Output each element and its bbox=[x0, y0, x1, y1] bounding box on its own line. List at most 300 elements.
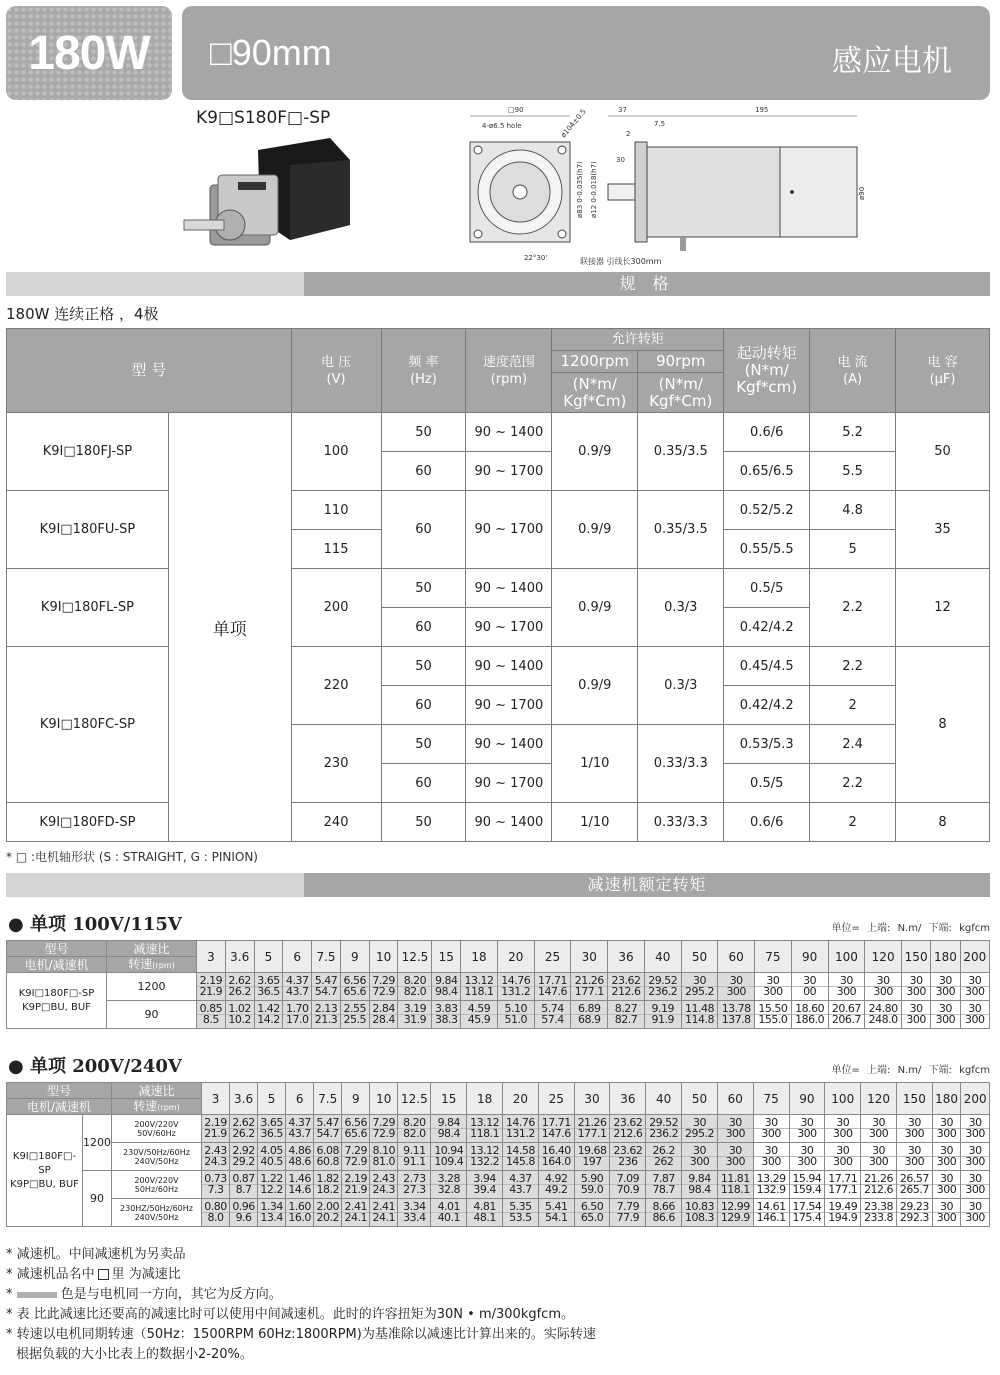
ratio-header: 50 bbox=[681, 941, 718, 973]
notes bbox=[6, 1245, 596, 1365]
torque-cell bbox=[753, 1115, 789, 1143]
torque-cell bbox=[932, 1171, 961, 1199]
ratio-header: 25 bbox=[534, 941, 571, 973]
torque-nm: 8.20 bbox=[403, 1116, 426, 1129]
ratio-header: 100 bbox=[828, 941, 865, 973]
torque-cell bbox=[258, 1115, 286, 1143]
torque-kgfcm: 300 bbox=[790, 1128, 825, 1139]
torque-cell bbox=[258, 1199, 286, 1227]
torque-kgfcm: 27.3 bbox=[398, 1184, 430, 1195]
torque-cell bbox=[503, 1115, 539, 1143]
torque-nm: 4.37 bbox=[509, 1172, 532, 1185]
torque-nm: 9.84 bbox=[437, 1116, 461, 1129]
torque-kgfcm: 51.0 bbox=[498, 1014, 534, 1025]
torque-cell bbox=[342, 1171, 370, 1199]
th-speed bbox=[107, 957, 197, 973]
th-ratio: 减速比 bbox=[107, 941, 197, 957]
torque-nm: 16.40 bbox=[541, 1144, 571, 1157]
torque-kgfcm: 12.2 bbox=[258, 1184, 285, 1195]
torque-nm: 5.47 bbox=[314, 974, 338, 987]
ratio-header: 6 bbox=[286, 1083, 314, 1115]
torque-cell bbox=[312, 973, 341, 1001]
note-2: * 减速机品名中 里 为减速比 bbox=[6, 1267, 181, 1282]
torque-nm: 1.02 bbox=[228, 1002, 251, 1015]
torque-cell bbox=[314, 1199, 342, 1227]
torque-cell bbox=[896, 1115, 932, 1143]
torque-nm: 1.70 bbox=[285, 1002, 309, 1015]
note-6: 根据负载的大小比表上的数据小2-20%。 bbox=[16, 1347, 253, 1362]
th-gear-model: 型号 bbox=[7, 941, 107, 957]
ratio-header: 10 bbox=[369, 941, 398, 973]
torque-kgfcm: 300 bbox=[897, 1128, 932, 1139]
torque-nm: 30 bbox=[909, 1002, 923, 1015]
torque-kgfcm: 300 bbox=[902, 1014, 930, 1025]
torque-cell bbox=[755, 1001, 792, 1029]
torque-cell bbox=[896, 1143, 932, 1171]
torque-kgfcm: 82.7 bbox=[608, 1014, 644, 1025]
ratio-header: 90 bbox=[791, 941, 828, 973]
torque-kgfcm: 98.4 bbox=[431, 1128, 466, 1139]
ratio-header: 9 bbox=[342, 1083, 370, 1115]
torque-nm: 3.34 bbox=[403, 1200, 426, 1213]
condition-line: 200V/220V bbox=[134, 1175, 179, 1185]
torque-nm: 30 bbox=[728, 1116, 742, 1129]
torque-nm: 30 bbox=[876, 974, 890, 987]
torque-nm: 2.19 bbox=[199, 974, 223, 987]
speed-unit: (rpm) bbox=[152, 960, 175, 970]
speed-cell: 90 bbox=[107, 1001, 197, 1029]
ratio-header: 75 bbox=[755, 941, 792, 973]
torque-nm: 11.81 bbox=[720, 1172, 750, 1185]
torque-kgfcm: 262 bbox=[646, 1156, 681, 1167]
torque-nm: 30 bbox=[764, 1144, 778, 1157]
torque-cell bbox=[861, 1143, 897, 1171]
torque-cell bbox=[254, 1001, 283, 1029]
torque-kgfcm: 48.1 bbox=[467, 1212, 502, 1223]
torque-kgfcm: 118.1 bbox=[718, 1184, 753, 1195]
ratio-header: 12.5 bbox=[398, 941, 432, 973]
torque-nm: 15.50 bbox=[758, 1002, 788, 1015]
torque-kgfcm: 300 bbox=[961, 1212, 989, 1223]
torque-nm: 2.41 bbox=[344, 1200, 367, 1213]
torque-nm: 1.42 bbox=[257, 1002, 280, 1015]
torque-nm: 3.83 bbox=[435, 1002, 458, 1015]
torque-cell bbox=[503, 1199, 539, 1227]
torque-kgfcm: 57.4 bbox=[535, 1014, 571, 1025]
ratio-header: 120 bbox=[865, 941, 902, 973]
torque-nm: 30 bbox=[766, 974, 780, 987]
ratio-header: 36 bbox=[610, 1083, 646, 1115]
note-4: * 表 比此减速比还要高的减速比时可以使用中间减速机。此时的许容扭矩为30N • m/300kgfcm。 bbox=[6, 1307, 574, 1322]
torque-cell bbox=[865, 973, 902, 1001]
ratio-header: 40 bbox=[644, 941, 681, 973]
torque-nm: 30 bbox=[836, 1116, 850, 1129]
model-cell: K9I□180FC-SP bbox=[7, 647, 169, 803]
section-title-200v: ● 单项 200V/240V bbox=[8, 1056, 182, 1077]
torque-nm: 20.67 bbox=[831, 1002, 861, 1015]
torque-cell bbox=[369, 1001, 398, 1029]
box-icon bbox=[98, 1269, 109, 1280]
torque-cell bbox=[644, 973, 681, 1001]
table-row: 115 0.55/5.5 5 bbox=[7, 530, 990, 569]
torque-kgfcm: 8.7 bbox=[230, 1184, 257, 1195]
condition-line: 230HZ/50Hz/60Hz bbox=[120, 1203, 193, 1213]
torque-kgfcm: 49.2 bbox=[539, 1184, 574, 1195]
torque-cell bbox=[314, 1171, 342, 1199]
torque-cell bbox=[398, 1143, 431, 1171]
torque-nm: 30 bbox=[968, 1200, 982, 1213]
torque-nm: 30 bbox=[693, 1116, 706, 1129]
torque-nm: 29.52 bbox=[648, 974, 678, 987]
torque-kgfcm: 300 bbox=[861, 1156, 896, 1167]
gear-model-cell bbox=[7, 1115, 83, 1227]
torque-kgfcm: 300 bbox=[861, 1128, 896, 1139]
th-90rpm: 90rpm bbox=[638, 351, 724, 373]
gear-torque-table-200v bbox=[6, 1082, 990, 1227]
ratio-header: 18 bbox=[467, 1083, 503, 1115]
gear-model-name: K9P□BU, BUF bbox=[22, 1001, 91, 1013]
torque-nm: 2.13 bbox=[314, 1002, 338, 1015]
torque-nm: 8.66 bbox=[652, 1200, 675, 1213]
torque-nm: 14.61 bbox=[756, 1200, 786, 1213]
torque-cell bbox=[682, 1171, 718, 1199]
torque-nm: 19.68 bbox=[577, 1144, 607, 1157]
dimension-drawing bbox=[460, 102, 890, 270]
table-row bbox=[7, 973, 990, 1001]
torque-kgfcm: 132.9 bbox=[754, 1184, 789, 1195]
torque-nm: 2.62 bbox=[232, 1116, 255, 1129]
ratio-header: 10 bbox=[370, 1083, 398, 1115]
torque-cell bbox=[610, 1199, 646, 1227]
torque-cell bbox=[717, 1115, 753, 1143]
motor-type: 感应电机 bbox=[832, 44, 952, 79]
torque-cell bbox=[538, 1171, 574, 1199]
ratio-header: 60 bbox=[718, 941, 755, 973]
gear-band-title: 减速机额定转矩 bbox=[304, 873, 990, 897]
torque-cell bbox=[225, 973, 254, 1001]
table-row: K9I□180FC-SP 220 50 90 ~ 1400 0.9/9 0.3/3 0.45/4.5 2.2 8 bbox=[7, 647, 990, 686]
torque-cell bbox=[682, 1199, 718, 1227]
torque-cell bbox=[340, 1001, 369, 1029]
torque-kgfcm: 98.4 bbox=[432, 986, 460, 997]
ratio-header: 40 bbox=[646, 1083, 682, 1115]
th-speed bbox=[112, 1099, 202, 1115]
torque-kgfcm: 68.9 bbox=[571, 1014, 607, 1025]
torque-nm: 30 bbox=[728, 1144, 742, 1157]
section-title-100v: ● 单项 100V/115V bbox=[8, 914, 182, 935]
ratio-header: 9 bbox=[340, 941, 369, 973]
torque-cell bbox=[503, 1143, 539, 1171]
torque-kgfcm: 300 bbox=[755, 986, 791, 997]
model-cell: K9I□180FU-SP bbox=[7, 491, 169, 569]
dim-shaft: ø12 0-0.018(h7) bbox=[590, 161, 598, 218]
torque-cell bbox=[467, 1143, 503, 1171]
torque-cell bbox=[961, 1115, 990, 1143]
torque-cell bbox=[896, 1171, 932, 1199]
torque-nm: 30 bbox=[729, 974, 743, 987]
gear-model-cell bbox=[7, 973, 107, 1029]
torque-kgfcm: 40.1 bbox=[431, 1212, 466, 1223]
phase-cell: 单项 bbox=[168, 413, 291, 842]
torque-cell bbox=[467, 1115, 503, 1143]
torque-kgfcm: 77.9 bbox=[610, 1212, 645, 1223]
torque-nm: 3.65 bbox=[260, 1116, 283, 1129]
table-row bbox=[7, 1115, 990, 1143]
spec-band-title: 规 格 bbox=[304, 272, 990, 296]
torque-kgfcm: 78.7 bbox=[646, 1184, 681, 1195]
torque-kgfcm: 155.0 bbox=[755, 1014, 791, 1025]
torque-cell bbox=[370, 1143, 398, 1171]
torque-nm: 26.57 bbox=[899, 1172, 929, 1185]
torque-kgfcm: 91.1 bbox=[398, 1156, 430, 1167]
gear-model-name: K9I□180F□-SP bbox=[18, 987, 95, 999]
torque-kgfcm: 48.6 bbox=[286, 1156, 313, 1167]
torque-cell bbox=[861, 1171, 897, 1199]
torque-kgfcm: 300 bbox=[897, 1156, 932, 1167]
table-row: K9I□180FD-SP 240 50 90 ~ 1400 1/10 0.33/3.3 0.6/6 2 8 bbox=[7, 803, 990, 842]
torque-kgfcm: 300 bbox=[961, 1184, 989, 1195]
th-voltage: 电 压 (V) bbox=[291, 329, 381, 413]
torque-nm: 9.19 bbox=[651, 1002, 674, 1015]
torque-kgfcm: 300 bbox=[825, 1156, 860, 1167]
torque-cell bbox=[230, 1143, 258, 1171]
ratio-header: 75 bbox=[753, 1083, 789, 1115]
torque-cell bbox=[314, 1143, 342, 1171]
torque-cell bbox=[861, 1115, 897, 1143]
torque-nm: 8.10 bbox=[372, 1144, 396, 1157]
torque-cell bbox=[717, 1143, 753, 1171]
condition-cell bbox=[112, 1171, 202, 1199]
torque-cell bbox=[202, 1199, 230, 1227]
ratio-header: 30 bbox=[574, 1083, 610, 1115]
torque-kgfcm: 7.3 bbox=[202, 1184, 229, 1195]
torque-cell bbox=[398, 973, 432, 1001]
dim-square: □90 bbox=[508, 106, 524, 114]
torque-cell bbox=[369, 973, 398, 1001]
torque-kgfcm: 108.3 bbox=[682, 1212, 717, 1223]
torque-nm: 2.62 bbox=[228, 974, 251, 987]
torque-nm: 30 bbox=[938, 1002, 952, 1015]
torque-kgfcm: 24.3 bbox=[202, 1156, 229, 1167]
torque-nm: 18.60 bbox=[795, 1002, 825, 1015]
torque-nm: 30 bbox=[940, 1116, 954, 1129]
torque-kgfcm: 300 bbox=[961, 986, 989, 997]
torque-kgfcm: 72.9 bbox=[342, 1156, 369, 1167]
torque-kgfcm: 98.4 bbox=[682, 1184, 717, 1195]
torque-kgfcm: 300 bbox=[829, 986, 865, 997]
torque-cell bbox=[398, 1115, 431, 1143]
torque-kgfcm: 82.0 bbox=[398, 986, 431, 997]
torque-cell bbox=[646, 1115, 682, 1143]
torque-nm: 30 bbox=[968, 1002, 982, 1015]
th-model: 型 号 bbox=[7, 329, 292, 413]
torque-cell bbox=[286, 1171, 314, 1199]
torque-nm: 5.47 bbox=[316, 1116, 339, 1129]
torque-cell bbox=[931, 1001, 960, 1029]
torque-nm: 21.26 bbox=[864, 1172, 894, 1185]
torque-nm: 7.79 bbox=[616, 1200, 640, 1213]
torque-kgfcm: 82.0 bbox=[398, 1128, 430, 1139]
torque-kgfcm: 131.2 bbox=[498, 986, 534, 997]
torque-cell bbox=[610, 1171, 646, 1199]
torque-kgfcm: 295.2 bbox=[682, 986, 718, 997]
torque-cell bbox=[370, 1115, 398, 1143]
ratio-header: 6 bbox=[283, 941, 312, 973]
torque-cell bbox=[825, 1199, 861, 1227]
torque-kgfcm: 131.2 bbox=[503, 1128, 538, 1139]
torque-kgfcm: 72.9 bbox=[370, 986, 398, 997]
torque-kgfcm: 118.1 bbox=[467, 1128, 502, 1139]
torque-nm: 4.37 bbox=[285, 974, 309, 987]
torque-kgfcm: 236.2 bbox=[646, 1128, 681, 1139]
torque-cell bbox=[230, 1199, 258, 1227]
torque-kgfcm: 38.3 bbox=[432, 1014, 460, 1025]
torque-cell bbox=[254, 973, 283, 1001]
torque-cell bbox=[197, 1001, 226, 1029]
torque-nm: 9.11 bbox=[403, 1144, 426, 1157]
torque-cell bbox=[791, 1001, 828, 1029]
torque-kgfcm: 9.6 bbox=[230, 1212, 257, 1223]
th-motor-gear: 电机/减速机 bbox=[7, 957, 107, 973]
spec-table bbox=[6, 328, 990, 842]
torque-kgfcm: 236.2 bbox=[645, 986, 681, 997]
torque-nm: 0.73 bbox=[204, 1172, 227, 1185]
torque-cell bbox=[753, 1171, 789, 1199]
torque-kgfcm: 26.2 bbox=[230, 1128, 257, 1139]
speed-cell: 1200 bbox=[107, 973, 197, 1001]
torque-kgfcm: 236 bbox=[610, 1156, 645, 1167]
torque-cell bbox=[258, 1143, 286, 1171]
torque-nm: 7.29 bbox=[372, 1116, 396, 1129]
torque-nm: 5.35 bbox=[509, 1200, 532, 1213]
torque-kgfcm: 212.6 bbox=[610, 1128, 645, 1139]
header-bar bbox=[182, 6, 990, 100]
torque-kgfcm: 16.0 bbox=[286, 1212, 313, 1223]
torque-kgfcm: 29.2 bbox=[230, 1156, 257, 1167]
torque-cell bbox=[828, 973, 865, 1001]
ratio-header: 90 bbox=[789, 1083, 825, 1115]
ratio-header: 25 bbox=[538, 1083, 574, 1115]
torque-nm: 30 bbox=[968, 1144, 982, 1157]
torque-cell bbox=[432, 1001, 461, 1029]
torque-nm: 13.12 bbox=[470, 1116, 500, 1129]
th-unit-1200: (N*m/ Kgf*Cm) bbox=[552, 373, 638, 413]
torque-cell bbox=[825, 1115, 861, 1143]
torque-nm: 30 bbox=[872, 1116, 886, 1129]
torque-kgfcm: 24.1 bbox=[342, 1212, 369, 1223]
torque-nm: 10.94 bbox=[434, 1144, 464, 1157]
ratio-header: 3 bbox=[197, 941, 226, 973]
torque-kgfcm: 145.8 bbox=[503, 1156, 538, 1167]
torque-cell bbox=[286, 1143, 314, 1171]
torque-kgfcm: 233.8 bbox=[861, 1212, 896, 1223]
ratio-header: 5 bbox=[258, 1083, 286, 1115]
ratio-header: 15 bbox=[431, 1083, 467, 1115]
speed-cell: 90 bbox=[83, 1171, 112, 1227]
torque-kgfcm: 28.4 bbox=[370, 1014, 398, 1025]
torque-kgfcm: 300 bbox=[865, 986, 901, 997]
condition-line: 200V/220V bbox=[134, 1119, 179, 1129]
torque-cell bbox=[718, 1001, 755, 1029]
torque-kgfcm: 300 bbox=[902, 986, 930, 997]
speed-cell: 1200 bbox=[83, 1115, 112, 1171]
torque-cell bbox=[534, 973, 571, 1001]
torque-nm: 2.92 bbox=[232, 1144, 255, 1157]
torque-nm: 6.89 bbox=[578, 1002, 601, 1015]
torque-nm: 4.01 bbox=[437, 1200, 461, 1213]
torque-cell bbox=[902, 973, 931, 1001]
torque-kgfcm: 60.8 bbox=[314, 1156, 341, 1167]
dim-pilot-len: 2 bbox=[626, 130, 631, 138]
shaft-footnote: * □ :电机轴形状 (S : STRAIGHT, G : PINION) bbox=[6, 850, 258, 864]
torque-cell bbox=[828, 1001, 865, 1029]
torque-nm: 30 bbox=[907, 1144, 921, 1157]
torque-nm: 30 bbox=[872, 1144, 886, 1157]
torque-cell bbox=[314, 1115, 342, 1143]
dim-angle: 22°30' bbox=[524, 254, 548, 262]
torque-nm: 4.81 bbox=[473, 1200, 496, 1213]
torque-cell bbox=[791, 973, 828, 1001]
torque-cell bbox=[865, 1001, 902, 1029]
torque-nm: 4.37 bbox=[288, 1116, 311, 1129]
condition-line: 50V/60Hz bbox=[137, 1128, 176, 1138]
torque-kgfcm: 40.5 bbox=[258, 1156, 285, 1167]
torque-nm: 5.74 bbox=[541, 1002, 564, 1015]
table-row: K9I□180FL-SP 200 50 90 ~ 1400 0.9/9 0.3/3 0.5/5 2.2 12 bbox=[7, 569, 990, 608]
torque-cell bbox=[574, 1171, 610, 1199]
ratio-header: 200 bbox=[961, 1083, 990, 1115]
ratio-header: 3.6 bbox=[225, 941, 254, 973]
torque-nm: 30 bbox=[909, 974, 923, 987]
torque-nm: 30 bbox=[764, 1116, 778, 1129]
torque-kgfcm: 21.3 bbox=[312, 1014, 340, 1025]
torque-nm: 5.10 bbox=[504, 1002, 528, 1015]
torque-nm: 7.09 bbox=[616, 1172, 640, 1185]
torque-kgfcm: 59.0 bbox=[575, 1184, 610, 1195]
torque-nm: 30 bbox=[907, 1116, 921, 1129]
th-gear-model: 型号 bbox=[7, 1083, 112, 1099]
torque-cell bbox=[342, 1115, 370, 1143]
torque-nm: 6.08 bbox=[316, 1144, 339, 1157]
torque-cell bbox=[608, 973, 645, 1001]
torque-cell bbox=[342, 1199, 370, 1227]
table-row: 60 90 ~ 1700 0.42/4.2 2 bbox=[7, 686, 990, 725]
gear-model-name: K9P□BU, BUF bbox=[10, 1178, 79, 1190]
table-row: 230 50 90 ~ 1400 1/10 0.33/3.3 0.53/5.3 2.4 bbox=[7, 725, 990, 764]
torque-cell bbox=[286, 1199, 314, 1227]
ratio-header: 150 bbox=[896, 1083, 932, 1115]
torque-nm: 30 bbox=[940, 1144, 954, 1157]
torque-cell bbox=[283, 973, 312, 1001]
torque-cell bbox=[431, 1171, 467, 1199]
torque-cell bbox=[258, 1171, 286, 1199]
torque-cell bbox=[370, 1199, 398, 1227]
torque-cell bbox=[283, 1001, 312, 1029]
motor-photo bbox=[180, 130, 360, 260]
torque-kgfcm: 300 bbox=[933, 1128, 961, 1139]
gear-band bbox=[6, 873, 990, 897]
torque-cell bbox=[370, 1171, 398, 1199]
torque-kgfcm: 8.5 bbox=[197, 1014, 225, 1025]
torque-kgfcm: 300 bbox=[961, 1014, 989, 1025]
torque-nm: 6.50 bbox=[580, 1200, 604, 1213]
torque-nm: 10.83 bbox=[685, 1200, 714, 1213]
torque-kgfcm: 00 bbox=[792, 986, 828, 997]
model-cell: K9I□180FJ-SP bbox=[7, 413, 169, 491]
torque-kgfcm: 17.0 bbox=[283, 1014, 311, 1025]
ratio-header: 200 bbox=[960, 941, 989, 973]
dim-pcd: ø104±0.5 bbox=[559, 107, 588, 140]
